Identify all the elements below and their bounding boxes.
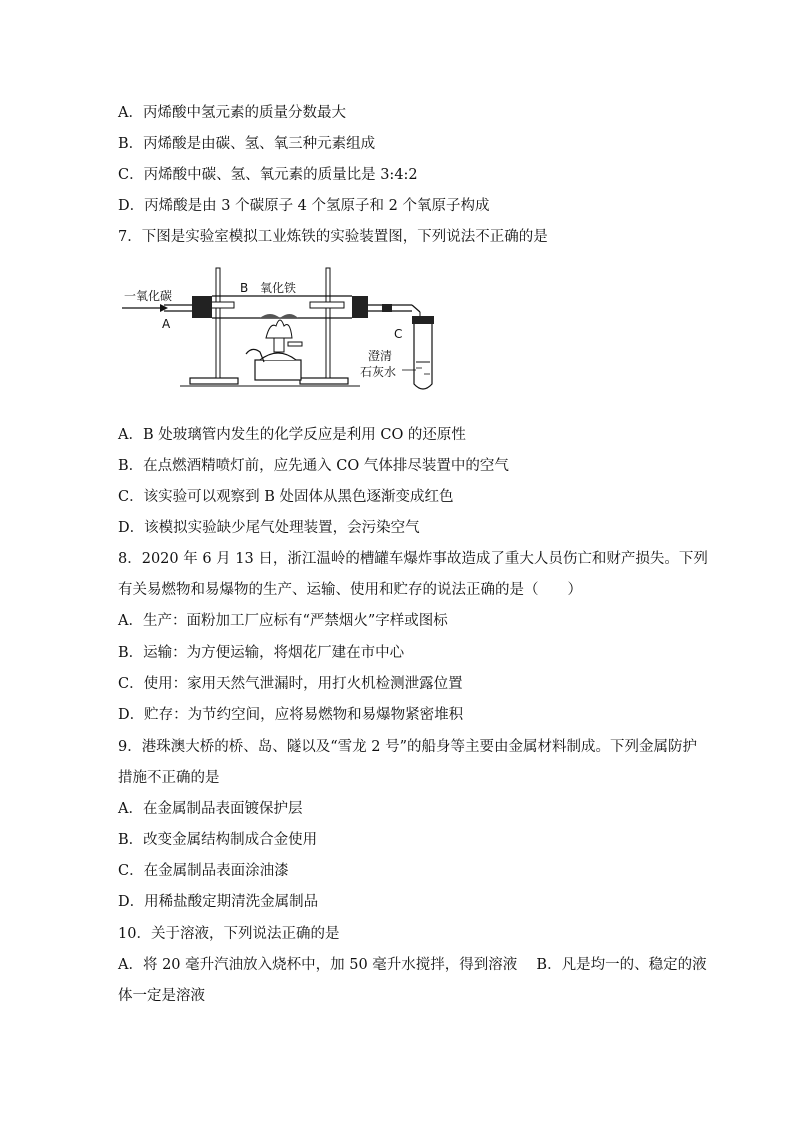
q6-option-b: B．丙烯酸是由碳、氢、氧三种元素组成 bbox=[118, 136, 376, 152]
q9-stem-line-2: 措施不正确的是 bbox=[118, 770, 220, 786]
right-stand-base bbox=[300, 378, 348, 384]
label-a: A bbox=[162, 317, 171, 331]
test-tube bbox=[414, 324, 432, 389]
q8-option-d: D．贮存：为节约空间，应将易燃物和易爆物紧密堆积 bbox=[118, 707, 464, 723]
burner-nozzle bbox=[274, 338, 284, 352]
q10-stem: 10．关于溶液，下列说法正确的是 bbox=[118, 926, 340, 942]
q6-option-d: D．丙烯酸是由 3 个碳原子 4 个氢原子和 2 个氧原子构成 bbox=[118, 198, 490, 214]
q9-option-d: D．用稀盐酸定期清洗金属制品 bbox=[118, 894, 319, 910]
q9-option-b: B．改变金属结构制成合金使用 bbox=[118, 832, 318, 848]
label-co: 一氧化碳 bbox=[124, 289, 173, 303]
rubber-connector bbox=[382, 304, 392, 312]
q10-line-2: 体一定是溶液 bbox=[118, 988, 205, 1004]
label-limewater-2: 石灰水 bbox=[360, 365, 397, 379]
q9-stem-line-1: 9．港珠澳大桥的桥、岛、隧以及“雪龙 2 号”的船身等主要由金属材料制成。下列金属防护 bbox=[118, 739, 697, 755]
iron-oxide-powder bbox=[260, 314, 298, 318]
q8-stem-line-2: 有关易燃物和易爆物的生产、运输、使用和贮存的说法正确的是（ ） bbox=[118, 582, 582, 598]
right-stopper bbox=[352, 296, 368, 318]
q6-option-c: C．丙烯酸中碳、氢、氧元素的质量比是 3:4:2 bbox=[118, 167, 418, 183]
q8-stem-line-1: 8．2020 年 6 月 13 日，浙江温岭的槽罐车爆炸事故造成了重大人员伤亡和财产损失。下列 bbox=[118, 551, 708, 567]
label-iron-oxide: 氧化铁 bbox=[260, 281, 297, 295]
left-stand-rod bbox=[216, 268, 220, 378]
label-c: C bbox=[394, 327, 403, 341]
outlet-bend bbox=[412, 305, 420, 312]
q8-option-a: A．生产：面粉加工厂应标有“严禁烟火”字样或图标 bbox=[118, 613, 448, 629]
flame bbox=[266, 320, 292, 338]
q7-stem: 7．下图是实验室模拟工业炼铁的实验装置图，下列说法不正确的是 bbox=[118, 229, 548, 245]
right-clamp bbox=[310, 302, 344, 308]
iron-smelting-apparatus-diagram bbox=[120, 262, 450, 392]
q7-option-b: B．在点燃酒精喷灯前，应先通入 CO 气体排尽装置中的空气 bbox=[118, 458, 509, 474]
q6-option-a: A．丙烯酸中氢元素的质量分数最大 bbox=[118, 105, 346, 121]
test-tube-stopper bbox=[412, 316, 434, 324]
q10-line-1: A．将 20 毫升汽油放入烧杯中，加 50 毫升水搅拌，得到溶液 B．凡是均一的、稳定的液 bbox=[118, 957, 707, 973]
label-b: B bbox=[240, 281, 249, 295]
burner-valve bbox=[288, 342, 302, 346]
right-stand-rod bbox=[326, 268, 330, 378]
q9-option-a: A．在金属制品表面镀保护层 bbox=[118, 801, 303, 817]
q7-option-a: A．B 处玻璃管内发生的化学反应是利用 CO 的还原性 bbox=[118, 427, 466, 443]
q9-option-c: C．在金属制品表面涂油漆 bbox=[118, 863, 289, 879]
label-limewater-1: 澄清 bbox=[368, 349, 393, 363]
left-stopper bbox=[192, 296, 212, 318]
q7-option-d: D．该模拟实验缺少尾气处理装置，会污染空气 bbox=[118, 520, 420, 536]
left-stand-base bbox=[190, 378, 238, 384]
burner-body bbox=[255, 360, 301, 380]
q8-option-c: C．使用：家用天然气泄漏时，用打火机检测泄露位置 bbox=[118, 676, 463, 692]
burner-top bbox=[260, 353, 296, 360]
q8-option-b: B．运输：为方便运输，将烟花厂建在市中心 bbox=[118, 645, 405, 661]
q7-option-c: C．该实验可以观察到 B 处固体从黑色逐渐变成红色 bbox=[118, 489, 454, 505]
